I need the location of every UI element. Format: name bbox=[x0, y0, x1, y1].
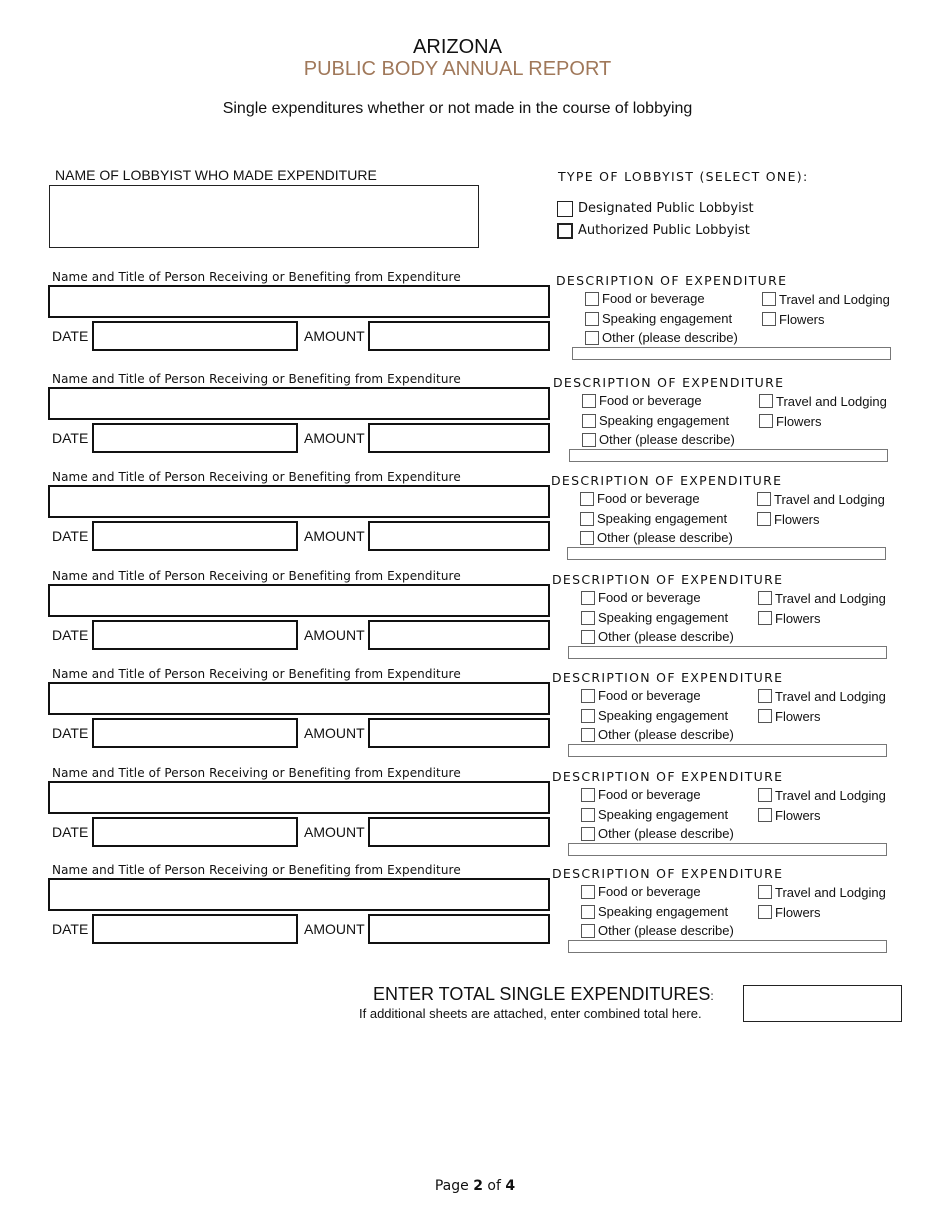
recipient-field[interactable] bbox=[48, 584, 550, 617]
lobbyist-name-label: NAME OF LOBBYIST WHO MADE EXPENDITURE bbox=[55, 167, 377, 183]
travel-checkbox[interactable] bbox=[759, 394, 773, 408]
speaking-checkbox[interactable] bbox=[582, 414, 596, 428]
amount-field[interactable] bbox=[368, 817, 550, 847]
other-checkbox[interactable] bbox=[585, 331, 599, 345]
other-label: Other (please describe) bbox=[599, 432, 735, 447]
flowers-checkbox[interactable] bbox=[758, 709, 772, 723]
food-checkbox[interactable] bbox=[581, 689, 595, 703]
other-checkbox[interactable] bbox=[580, 531, 594, 545]
amount-label: AMOUNT bbox=[304, 725, 365, 741]
date-label: DATE bbox=[52, 528, 89, 544]
speaking-label: Speaking engagement bbox=[598, 610, 729, 625]
recipient-field[interactable] bbox=[48, 485, 550, 518]
amount-label: AMOUNT bbox=[304, 824, 365, 840]
description-label: DESCRIPTION OF EXPENDITURE bbox=[556, 273, 788, 288]
form-subtitle: Single expenditures whether or not made in the course of lobbying bbox=[222, 100, 693, 117]
date-field[interactable] bbox=[92, 914, 298, 944]
other-description-field[interactable] bbox=[567, 547, 886, 560]
speaking-label: Speaking engagement bbox=[597, 511, 728, 526]
speaking-checkbox[interactable] bbox=[581, 905, 595, 919]
date-label: DATE bbox=[52, 328, 89, 344]
recipient-field[interactable] bbox=[48, 781, 550, 814]
form-title: PUBLIC BODY ANNUAL REPORT bbox=[303, 58, 612, 80]
travel-label: Travel and Lodging bbox=[775, 591, 886, 606]
amount-field[interactable] bbox=[368, 321, 550, 351]
other-label: Other (please describe) bbox=[598, 629, 734, 644]
speaking-checkbox[interactable] bbox=[581, 611, 595, 625]
other-description-field[interactable] bbox=[568, 843, 887, 856]
authorized-lobbyist-label: Authorized Public Lobbyist bbox=[578, 223, 750, 238]
speaking-label: Speaking engagement bbox=[599, 413, 730, 428]
flowers-label: Flowers bbox=[776, 414, 822, 429]
flowers-checkbox[interactable] bbox=[758, 808, 772, 822]
food-label: Food or beverage bbox=[599, 393, 702, 408]
recipient-label: Name and Title of Person Receiving or Benefiting from Expenditure bbox=[52, 372, 461, 386]
date-field[interactable] bbox=[92, 718, 298, 748]
other-label: Other (please describe) bbox=[598, 826, 734, 841]
amount-label: AMOUNT bbox=[304, 528, 365, 544]
total-label-colon: : bbox=[710, 989, 714, 1003]
flowers-label: Flowers bbox=[775, 611, 821, 626]
description-label: DESCRIPTION OF EXPENDITURE bbox=[552, 866, 784, 881]
travel-label: Travel and Lodging bbox=[776, 394, 887, 409]
other-checkbox[interactable] bbox=[581, 728, 595, 742]
speaking-label: Speaking engagement bbox=[598, 807, 729, 822]
other-checkbox[interactable] bbox=[581, 924, 595, 938]
food-checkbox[interactable] bbox=[581, 591, 595, 605]
date-field[interactable] bbox=[92, 321, 298, 351]
travel-label: Travel and Lodging bbox=[775, 885, 886, 900]
food-label: Food or beverage bbox=[602, 291, 705, 306]
other-checkbox[interactable] bbox=[581, 827, 595, 841]
food-label: Food or beverage bbox=[597, 491, 700, 506]
description-label: DESCRIPTION OF EXPENDITURE bbox=[552, 769, 784, 784]
speaking-checkbox[interactable] bbox=[581, 709, 595, 723]
amount-field[interactable] bbox=[368, 521, 550, 551]
date-field[interactable] bbox=[92, 817, 298, 847]
amount-field[interactable] bbox=[368, 620, 550, 650]
recipient-label: Name and Title of Person Receiving or Benefiting from Expenditure bbox=[52, 667, 461, 681]
flowers-label: Flowers bbox=[779, 312, 825, 327]
travel-checkbox[interactable] bbox=[762, 292, 776, 306]
total-label-text: ENTER TOTAL SINGLE EXPENDITURES bbox=[373, 984, 711, 1004]
date-label: DATE bbox=[52, 627, 89, 643]
amount-label: AMOUNT bbox=[304, 627, 365, 643]
amount-label: AMOUNT bbox=[304, 430, 365, 446]
food-checkbox[interactable] bbox=[585, 292, 599, 306]
date-label: DATE bbox=[52, 921, 89, 937]
date-field[interactable] bbox=[92, 423, 298, 453]
other-description-field[interactable] bbox=[568, 744, 887, 757]
speaking-label: Speaking engagement bbox=[598, 904, 729, 919]
lobbyist-name-field[interactable] bbox=[49, 185, 479, 248]
flowers-label: Flowers bbox=[774, 512, 820, 527]
amount-field[interactable] bbox=[368, 914, 550, 944]
total-label bbox=[373, 984, 714, 1005]
travel-checkbox[interactable] bbox=[758, 885, 772, 899]
other-checkbox[interactable] bbox=[582, 433, 596, 447]
date-field[interactable] bbox=[92, 620, 298, 650]
description-label: DESCRIPTION OF EXPENDITURE bbox=[552, 572, 784, 587]
page-footer bbox=[0, 1178, 950, 1194]
speaking-label: Speaking engagement bbox=[602, 311, 733, 326]
recipient-field[interactable] bbox=[48, 682, 550, 715]
speaking-checkbox[interactable] bbox=[585, 312, 599, 326]
travel-checkbox[interactable] bbox=[758, 591, 772, 605]
flowers-label: Flowers bbox=[775, 808, 821, 823]
page-number: 2 bbox=[473, 1178, 483, 1194]
flowers-checkbox[interactable] bbox=[762, 312, 776, 326]
date-label: DATE bbox=[52, 430, 89, 446]
flowers-checkbox[interactable] bbox=[758, 905, 772, 919]
food-checkbox[interactable] bbox=[581, 885, 595, 899]
description-label: DESCRIPTION OF EXPENDITURE bbox=[553, 375, 785, 390]
of-word: of bbox=[487, 1178, 501, 1194]
food-label: Food or beverage bbox=[598, 590, 701, 605]
amount-label: AMOUNT bbox=[304, 328, 365, 344]
recipient-label: Name and Title of Person Receiving or Benefiting from Expenditure bbox=[52, 470, 461, 484]
other-label: Other (please describe) bbox=[597, 530, 733, 545]
flowers-checkbox[interactable] bbox=[759, 414, 773, 428]
amount-field[interactable] bbox=[368, 423, 550, 453]
other-description-field[interactable] bbox=[569, 449, 888, 462]
other-label: Other (please describe) bbox=[602, 330, 738, 345]
other-checkbox[interactable] bbox=[581, 630, 595, 644]
other-description-field[interactable] bbox=[568, 646, 887, 659]
date-field[interactable] bbox=[92, 521, 298, 551]
food-label: Food or beverage bbox=[598, 787, 701, 802]
travel-label: Travel and Lodging bbox=[779, 292, 890, 307]
travel-label: Travel and Lodging bbox=[774, 492, 885, 507]
recipient-label: Name and Title of Person Receiving or Benefiting from Expenditure bbox=[52, 863, 461, 877]
other-label: Other (please describe) bbox=[598, 727, 734, 742]
travel-checkbox[interactable] bbox=[758, 689, 772, 703]
flowers-label: Flowers bbox=[775, 709, 821, 724]
description-label: DESCRIPTION OF EXPENDITURE bbox=[552, 670, 784, 685]
recipient-field[interactable] bbox=[48, 878, 550, 911]
food-label: Food or beverage bbox=[598, 688, 701, 703]
speaking-checkbox[interactable] bbox=[581, 808, 595, 822]
page-total: 4 bbox=[505, 1178, 516, 1194]
amount-field[interactable] bbox=[368, 718, 550, 748]
recipient-field[interactable] bbox=[48, 387, 550, 420]
recipient-label: Name and Title of Person Receiving or Benefiting from Expenditure bbox=[52, 569, 461, 583]
flowers-checkbox[interactable] bbox=[758, 611, 772, 625]
date-label: DATE bbox=[52, 824, 89, 840]
authorized-lobbyist-checkbox[interactable] bbox=[557, 223, 573, 239]
flowers-checkbox[interactable] bbox=[757, 512, 771, 526]
travel-checkbox[interactable] bbox=[757, 492, 771, 506]
food-label: Food or beverage bbox=[598, 884, 701, 899]
total-note: If additional sheets are attached, enter combined total here. bbox=[359, 1006, 702, 1021]
food-checkbox[interactable] bbox=[580, 492, 594, 506]
food-checkbox[interactable] bbox=[582, 394, 596, 408]
description-label: DESCRIPTION OF EXPENDITURE bbox=[551, 473, 783, 488]
other-label: Other (please describe) bbox=[598, 923, 734, 938]
other-description-field[interactable] bbox=[572, 347, 891, 360]
total-field[interactable] bbox=[743, 985, 902, 1022]
other-description-field[interactable] bbox=[568, 940, 887, 953]
recipient-label: Name and Title of Person Receiving or Benefiting from Expenditure bbox=[52, 270, 461, 284]
page-word: Page bbox=[434, 1178, 469, 1194]
recipient-label: Name and Title of Person Receiving or Benefiting from Expenditure bbox=[52, 766, 461, 780]
amount-label: AMOUNT bbox=[304, 921, 365, 937]
form-state: ARIZONA bbox=[413, 36, 502, 58]
travel-label: Travel and Lodging bbox=[775, 689, 886, 704]
food-checkbox[interactable] bbox=[581, 788, 595, 802]
lobbyist-type-label: TYPE OF LOBBYIST (SELECT ONE): bbox=[558, 169, 809, 184]
date-label: DATE bbox=[52, 725, 89, 741]
flowers-label: Flowers bbox=[775, 905, 821, 920]
speaking-label: Speaking engagement bbox=[598, 708, 729, 723]
designated-lobbyist-checkbox[interactable] bbox=[557, 201, 573, 217]
recipient-field[interactable] bbox=[48, 285, 550, 318]
speaking-checkbox[interactable] bbox=[580, 512, 594, 526]
designated-lobbyist-label: Designated Public Lobbyist bbox=[578, 201, 754, 216]
travel-checkbox[interactable] bbox=[758, 788, 772, 802]
travel-label: Travel and Lodging bbox=[775, 788, 886, 803]
